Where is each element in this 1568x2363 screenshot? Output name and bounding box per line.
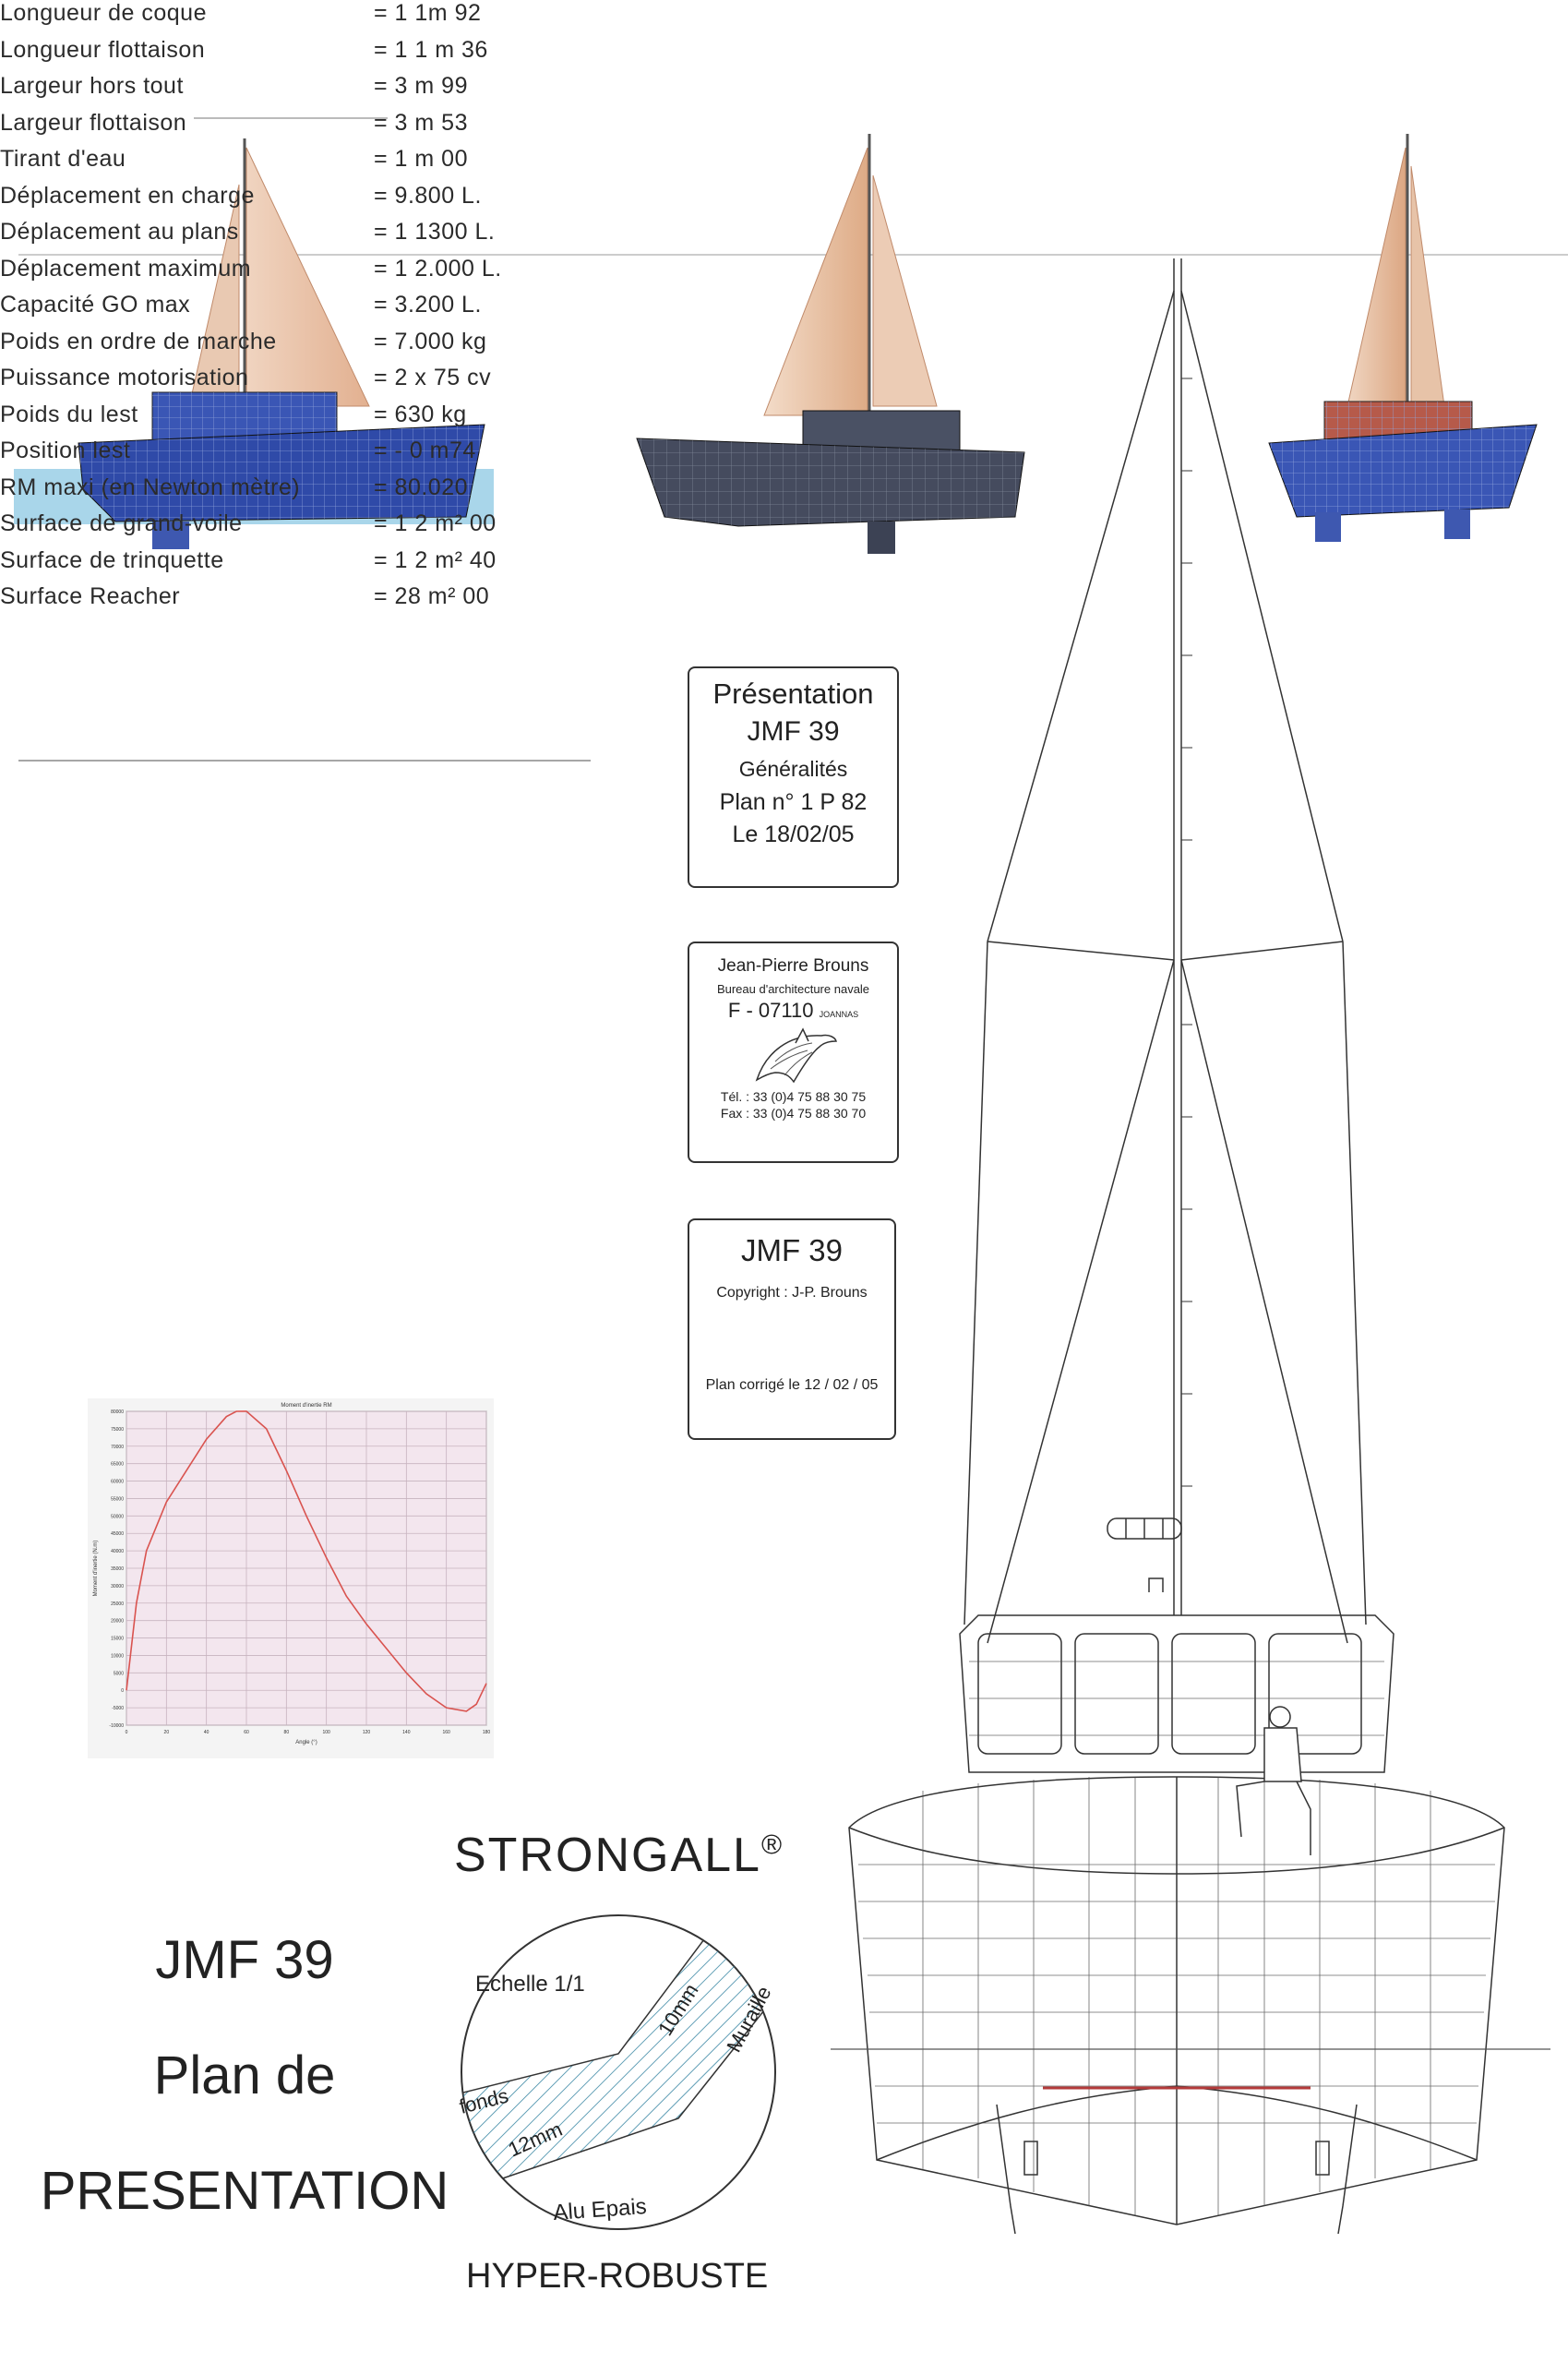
chart-x-axis-label: Angle (°) <box>295 1740 317 1745</box>
chart-y-tick-label: 50000 <box>111 1514 124 1520</box>
spec-value: = 9.800 L. <box>374 182 482 209</box>
chart-title: Moment d'inertie RM <box>281 1403 332 1409</box>
chart-y-tick-label: 80000 <box>111 1409 124 1415</box>
spec-name: Tirant d'eau <box>0 146 126 172</box>
spec-value: = 1 2.000 L. <box>374 255 502 282</box>
spec-value: = 3 m 53 <box>374 109 468 136</box>
spec-name: Déplacement maximum <box>0 255 252 282</box>
spec-name: Largeur hors tout <box>0 73 184 99</box>
chart-y-axis-label: Moment d'inertie (N.m) <box>93 1540 99 1597</box>
spec-row <box>0 510 554 547</box>
copyright-corrected-date: Plan corrigé le 12 / 02 / 05 <box>705 1377 879 1393</box>
chart-y-tick-label: -10000 <box>109 1723 124 1729</box>
spec-row <box>0 110 554 147</box>
architect-town: JOANNAS <box>819 1010 859 1019</box>
spec-row <box>0 329 554 366</box>
spec-value: = 1 1300 L. <box>374 219 496 245</box>
chart-y-tick-label: 35000 <box>111 1566 124 1572</box>
spec-name: Poids du lest <box>0 401 138 427</box>
spec-row <box>0 365 554 402</box>
detail-material: Alu Epais <box>552 2193 648 2225</box>
spec-row <box>0 73 554 110</box>
chart-y-tick-label: 30000 <box>111 1583 124 1589</box>
spec-value: = 1 1 m 36 <box>374 36 488 63</box>
spec-row <box>0 438 554 474</box>
chart-x-tick-label: 20 <box>163 1730 170 1735</box>
spec-name: Déplacement au plans <box>0 219 239 245</box>
spec-value: = 2 x 75 cv <box>374 365 492 390</box>
strongall-section-detail <box>434 1906 803 2257</box>
spec-name: Capacité GO max <box>0 292 191 318</box>
spec-row <box>0 146 554 183</box>
spec-name: Longueur de coque <box>0 0 207 26</box>
spec-row <box>0 474 554 511</box>
spec-name: RM maxi (en Newton mètre) <box>0 474 301 500</box>
chart-x-tick-label: 180 <box>482 1730 491 1735</box>
specs-list <box>0 0 554 620</box>
chart-y-tick-label: 60000 <box>111 1479 124 1485</box>
hull-section-drawing <box>831 240 1550 2234</box>
title-model: JMF 39 <box>155 1930 334 1990</box>
architect-tel: Tél. : 33 (0)4 75 88 30 75 <box>720 1089 867 1104</box>
chart-x-tick-label: 80 <box>283 1730 290 1735</box>
crew-figure-icon <box>1237 1707 1311 1855</box>
chart-y-tick-label: 75000 <box>111 1426 124 1433</box>
spec-row <box>0 402 554 438</box>
spec-row <box>0 547 554 584</box>
spec-name: Position lest <box>0 438 131 463</box>
presentation-plan-no: Plan n° 1 P 82 <box>719 789 868 815</box>
chart-x-tick-label: 120 <box>362 1730 371 1735</box>
spec-row <box>0 37 554 74</box>
detail-bottom-thickness: 12mm <box>504 2117 566 2162</box>
chart-y-tick-label: 25000 <box>111 1601 124 1607</box>
copyright-model: JMF 39 <box>740 1233 844 1267</box>
rm-curve-chart <box>88 1398 494 1758</box>
spec-value: = - 0 m74 <box>374 438 476 463</box>
copyright-owner: Copyright : J-P. Brouns <box>716 1285 868 1301</box>
spec-value: = 7.000 kg <box>374 328 487 354</box>
chart-y-tick-label: 5000 <box>113 1671 124 1677</box>
brand-text: STRONGALL <box>454 1829 761 1882</box>
specs-underline <box>0 759 646 764</box>
spec-name: Longueur flottaison <box>0 36 206 63</box>
dolphin-logo-icon <box>748 1025 840 1089</box>
spec-value: = 80.020 <box>374 474 469 500</box>
spec-name: Surface Reacher <box>0 583 181 609</box>
spec-name: Poids en ordre de marche <box>0 328 277 354</box>
title-presentation: PRESENTATION <box>40 2161 449 2221</box>
spec-value: = 28 m² 00 <box>374 583 490 609</box>
chart-y-tick-label: 10000 <box>111 1653 124 1660</box>
spec-value: = 1 1m 92 <box>374 0 482 26</box>
registered-mark: ® <box>760 1829 784 1861</box>
presentation-model: JMF 39 <box>747 716 840 747</box>
presentation-title: Présentation <box>712 678 874 710</box>
architect-postcode: F - 07110 <box>727 999 814 1022</box>
spec-value: = 630 kg <box>374 401 467 427</box>
chart-x-tick-label: 160 <box>442 1730 450 1735</box>
architect-fax: Fax : 33 (0)4 75 88 30 70 <box>720 1106 867 1121</box>
spec-value: = 1 2 m² 40 <box>374 546 497 573</box>
chart-y-tick-label: 55000 <box>111 1496 124 1503</box>
spec-row <box>0 292 554 329</box>
detail-side-thickness: 10mm <box>653 1979 703 2040</box>
chart-y-tick-label: 40000 <box>111 1549 124 1555</box>
chart-x-tick-label: 100 <box>322 1730 330 1735</box>
spec-name: Surface de trinquette <box>0 546 224 573</box>
presentation-section: Généralités <box>738 757 848 781</box>
spec-row <box>0 183 554 220</box>
chart-x-tick-label: 0 <box>125 1730 128 1735</box>
spec-value: = 1 m 00 <box>374 146 468 172</box>
chart-x-tick-label: 40 <box>203 1730 209 1735</box>
presentation-date: Le 18/02/05 <box>732 822 855 847</box>
chart-y-tick-label: 45000 <box>111 1531 124 1538</box>
spec-value: = 3 m 99 <box>374 73 468 99</box>
spec-name: Largeur flottaison <box>0 109 187 136</box>
detail-side: Muraille <box>722 1982 776 2057</box>
spec-row <box>0 0 554 37</box>
detail-scale: Echelle 1/1 <box>475 1972 585 1997</box>
chart-y-tick-label: 20000 <box>111 1618 124 1625</box>
spec-value: = 3.200 L. <box>374 292 482 318</box>
chart-y-tick-label: 70000 <box>111 1444 124 1450</box>
chart-y-tick-label: 0 <box>121 1688 124 1695</box>
spec-row <box>0 219 554 256</box>
brand-tagline: HYPER-ROBUSTE <box>466 2257 769 2296</box>
architect-name: Jean-Pierre Brouns <box>717 956 869 976</box>
spec-name: Déplacement en charge <box>0 182 255 209</box>
spec-name: Surface de grand-voile <box>0 510 243 536</box>
spec-value: = 1 2 m² 00 <box>374 510 497 536</box>
spec-row <box>0 256 554 293</box>
architect-subtitle: Bureau d'architecture navale <box>716 982 870 996</box>
chart-x-tick-label: 60 <box>244 1730 249 1735</box>
chart-y-tick-label: 65000 <box>111 1461 124 1468</box>
spec-row <box>0 583 554 620</box>
chart-y-tick-label: 15000 <box>111 1636 124 1642</box>
brand-name <box>454 1828 784 1883</box>
title-plan-de: Plan de <box>153 2045 336 2105</box>
spec-name: Puissance motorisation <box>0 365 249 390</box>
detail-bottom: fonds <box>457 2083 511 2118</box>
chart-x-tick-label: 140 <box>402 1730 411 1735</box>
chart-y-tick-label: -5000 <box>112 1706 124 1712</box>
